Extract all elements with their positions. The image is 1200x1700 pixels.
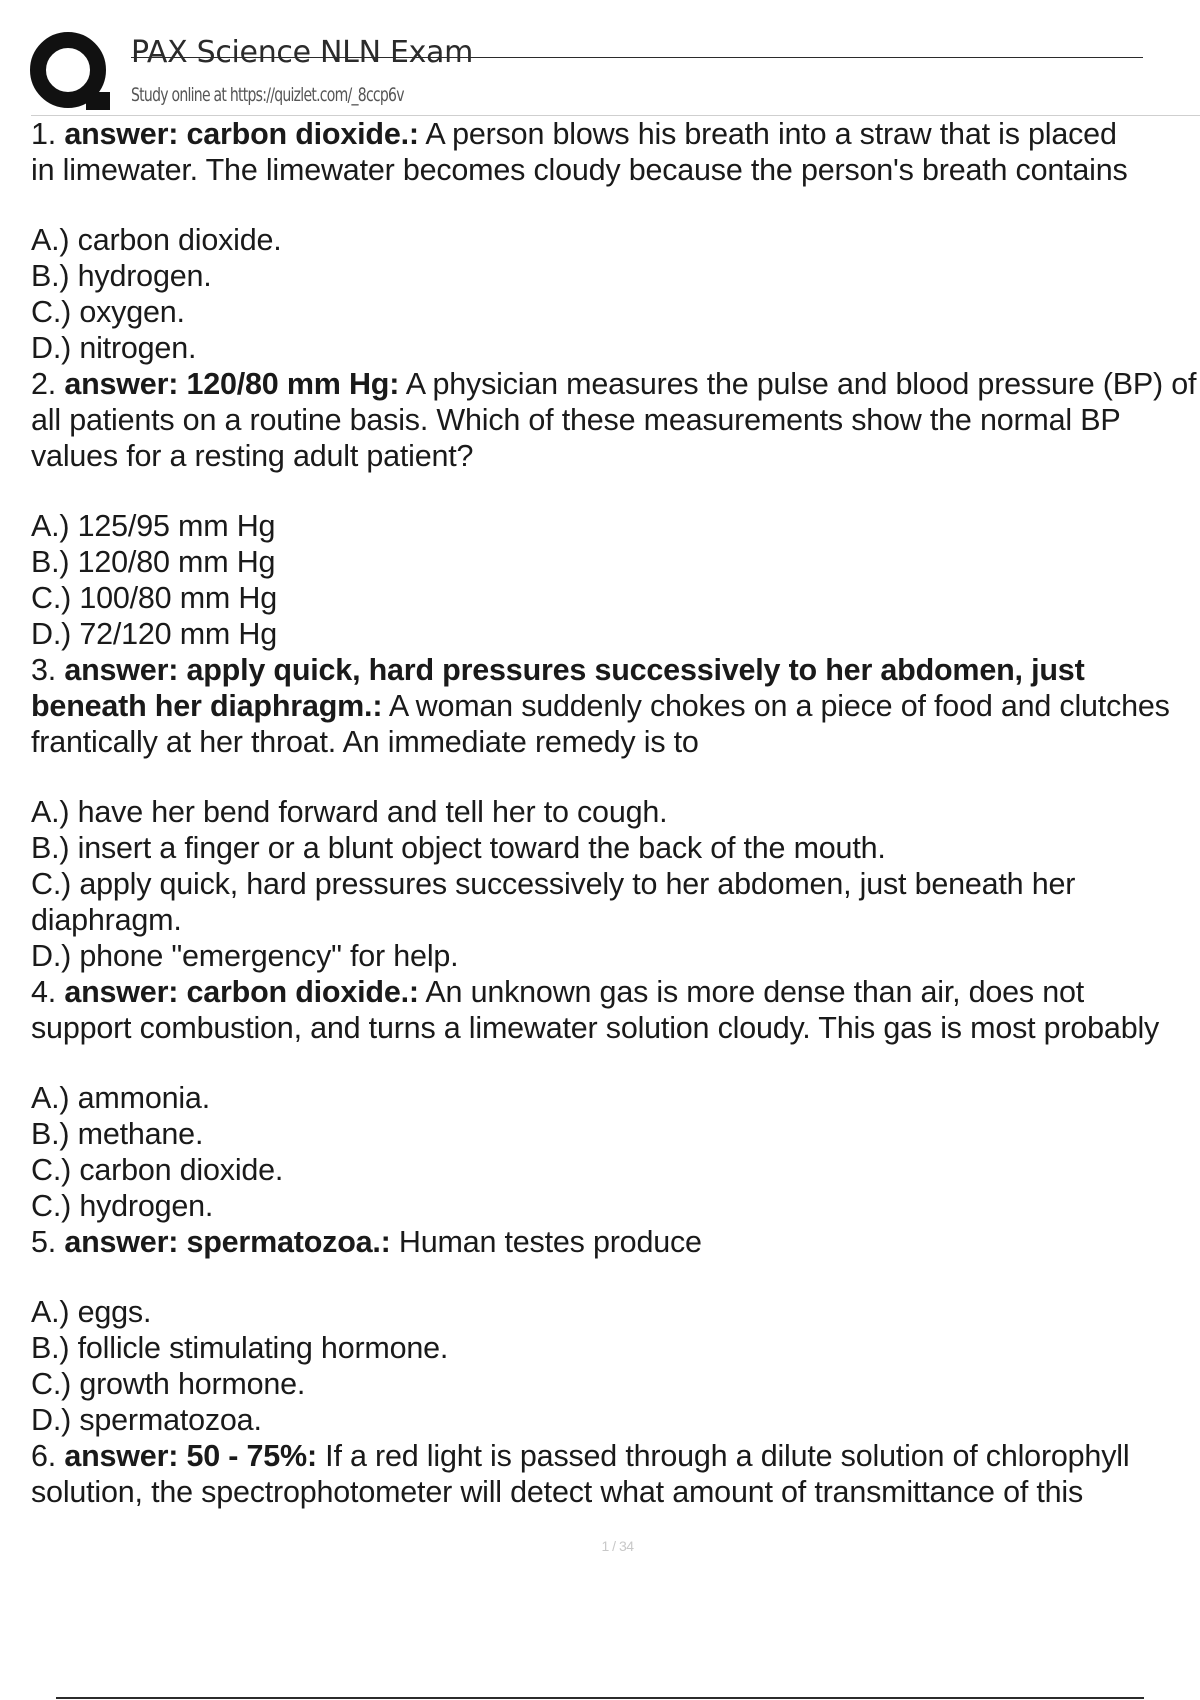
flashcard-list [31,116,1200,1510]
page-header [0,0,1200,118]
card-spacer [31,474,1200,508]
card-question: A person blows his breath into a straw that is placed in limewater. The limewater becomes cloudy because the person's breath contains [31,117,1128,187]
card-answer: answer: carbon dioxide.: [64,975,419,1009]
card-question: If a red light is passed through a dilute solution of chlorophyll solution, the spectrophotometer will detect what amount of transmittance of this [31,1439,1130,1509]
study-online-link[interactable]: Study online at https://quizlet.com/_8ccp6v [131,84,404,106]
answer-option: B.) follicle stimulating hormone. [31,1331,449,1365]
card-answer: answer: 50 - 75%: [64,1439,317,1473]
card-number: 3. [31,653,57,687]
card-spacer [31,1260,1200,1294]
card-text [31,116,1200,188]
flashcard-1 [31,116,1200,366]
answer-option: D.) spermatozoa. [31,1403,262,1437]
answer-option: B.) 120/80 mm Hg [31,545,276,579]
flashcard-3 [31,652,1200,974]
card-spacer [31,188,1200,222]
card-number: 6. [31,1439,57,1473]
card-answer: answer: carbon dioxide.: [64,117,419,151]
answer-option: C.) carbon dioxide. [31,1153,284,1187]
answer-option: A.) have her bend forward and tell her to cough. [31,795,668,829]
title-underline [131,57,1143,58]
flashcard-5 [31,1224,1200,1438]
footer-divider [56,1697,1144,1699]
answer-option: A.) 125/95 mm Hg [31,509,276,543]
card-text [31,366,1200,474]
page-number: 1 / 34 [601,1538,634,1554]
card-answer: answer: 120/80 mm Hg: [64,367,400,401]
answer-option: B.) insert a finger or a blunt object toward the back of the mouth. [31,831,886,865]
answer-option: B.) hydrogen. [31,259,212,293]
flashcard-4 [31,974,1200,1224]
card-text [31,1438,1200,1510]
card-question: A woman suddenly chokes on a piece of food and clutches frantically at her throat. An immediate remedy is to [31,689,1170,759]
card-number: 4. [31,975,57,1009]
flashcard-2 [31,366,1200,652]
answer-option: D.) nitrogen. [31,331,197,365]
answer-option: D.) 72/120 mm Hg [31,617,277,651]
answer-option: A.) eggs. [31,1295,152,1329]
quizlet-logo-icon [30,30,114,114]
card-number: 2. [31,367,57,401]
answer-option: C.) growth hormone. [31,1367,306,1401]
answer-option: A.) carbon dioxide. [31,223,282,257]
card-number: 5. [31,1225,57,1259]
answer-option: C.) hydrogen. [31,1189,214,1223]
flashcard-6 [31,1438,1200,1510]
card-spacer [31,760,1200,794]
card-text [31,974,1200,1046]
card-question: An unknown gas is more dense than air, does not support combustion, and turns a limewater solution cloudy. This gas is most probably [31,975,1160,1045]
answer-option: C.) apply quick, hard pressures successively to her abdomen, just beneath her diaphragm. [31,867,1076,937]
document-title: PAX Science NLN Exam [131,35,474,70]
card-question: A physician measures the pulse and blood pressure (BP) of all patients on a routine basis. Which of these measurements show the normal BP values for a resting adult patient? [31,367,1197,473]
answer-option: D.) phone "emergency" for help. [31,939,459,973]
card-question: Human testes produce [390,1225,702,1259]
answer-option: C.) oxygen. [31,295,185,329]
card-answer: answer: apply quick, hard pressures successively to her abdomen, just beneath her diaphragm.: [31,653,1085,723]
answer-option: B.) methane. [31,1117,204,1151]
card-spacer [31,1046,1200,1080]
card-answer: answer: spermatozoa.: [64,1225,391,1259]
card-text [31,1224,1200,1260]
card-number: 1. [31,117,57,151]
answer-option: C.) 100/80 mm Hg [31,581,277,615]
card-text [31,652,1200,760]
answer-option: A.) ammonia. [31,1081,210,1115]
